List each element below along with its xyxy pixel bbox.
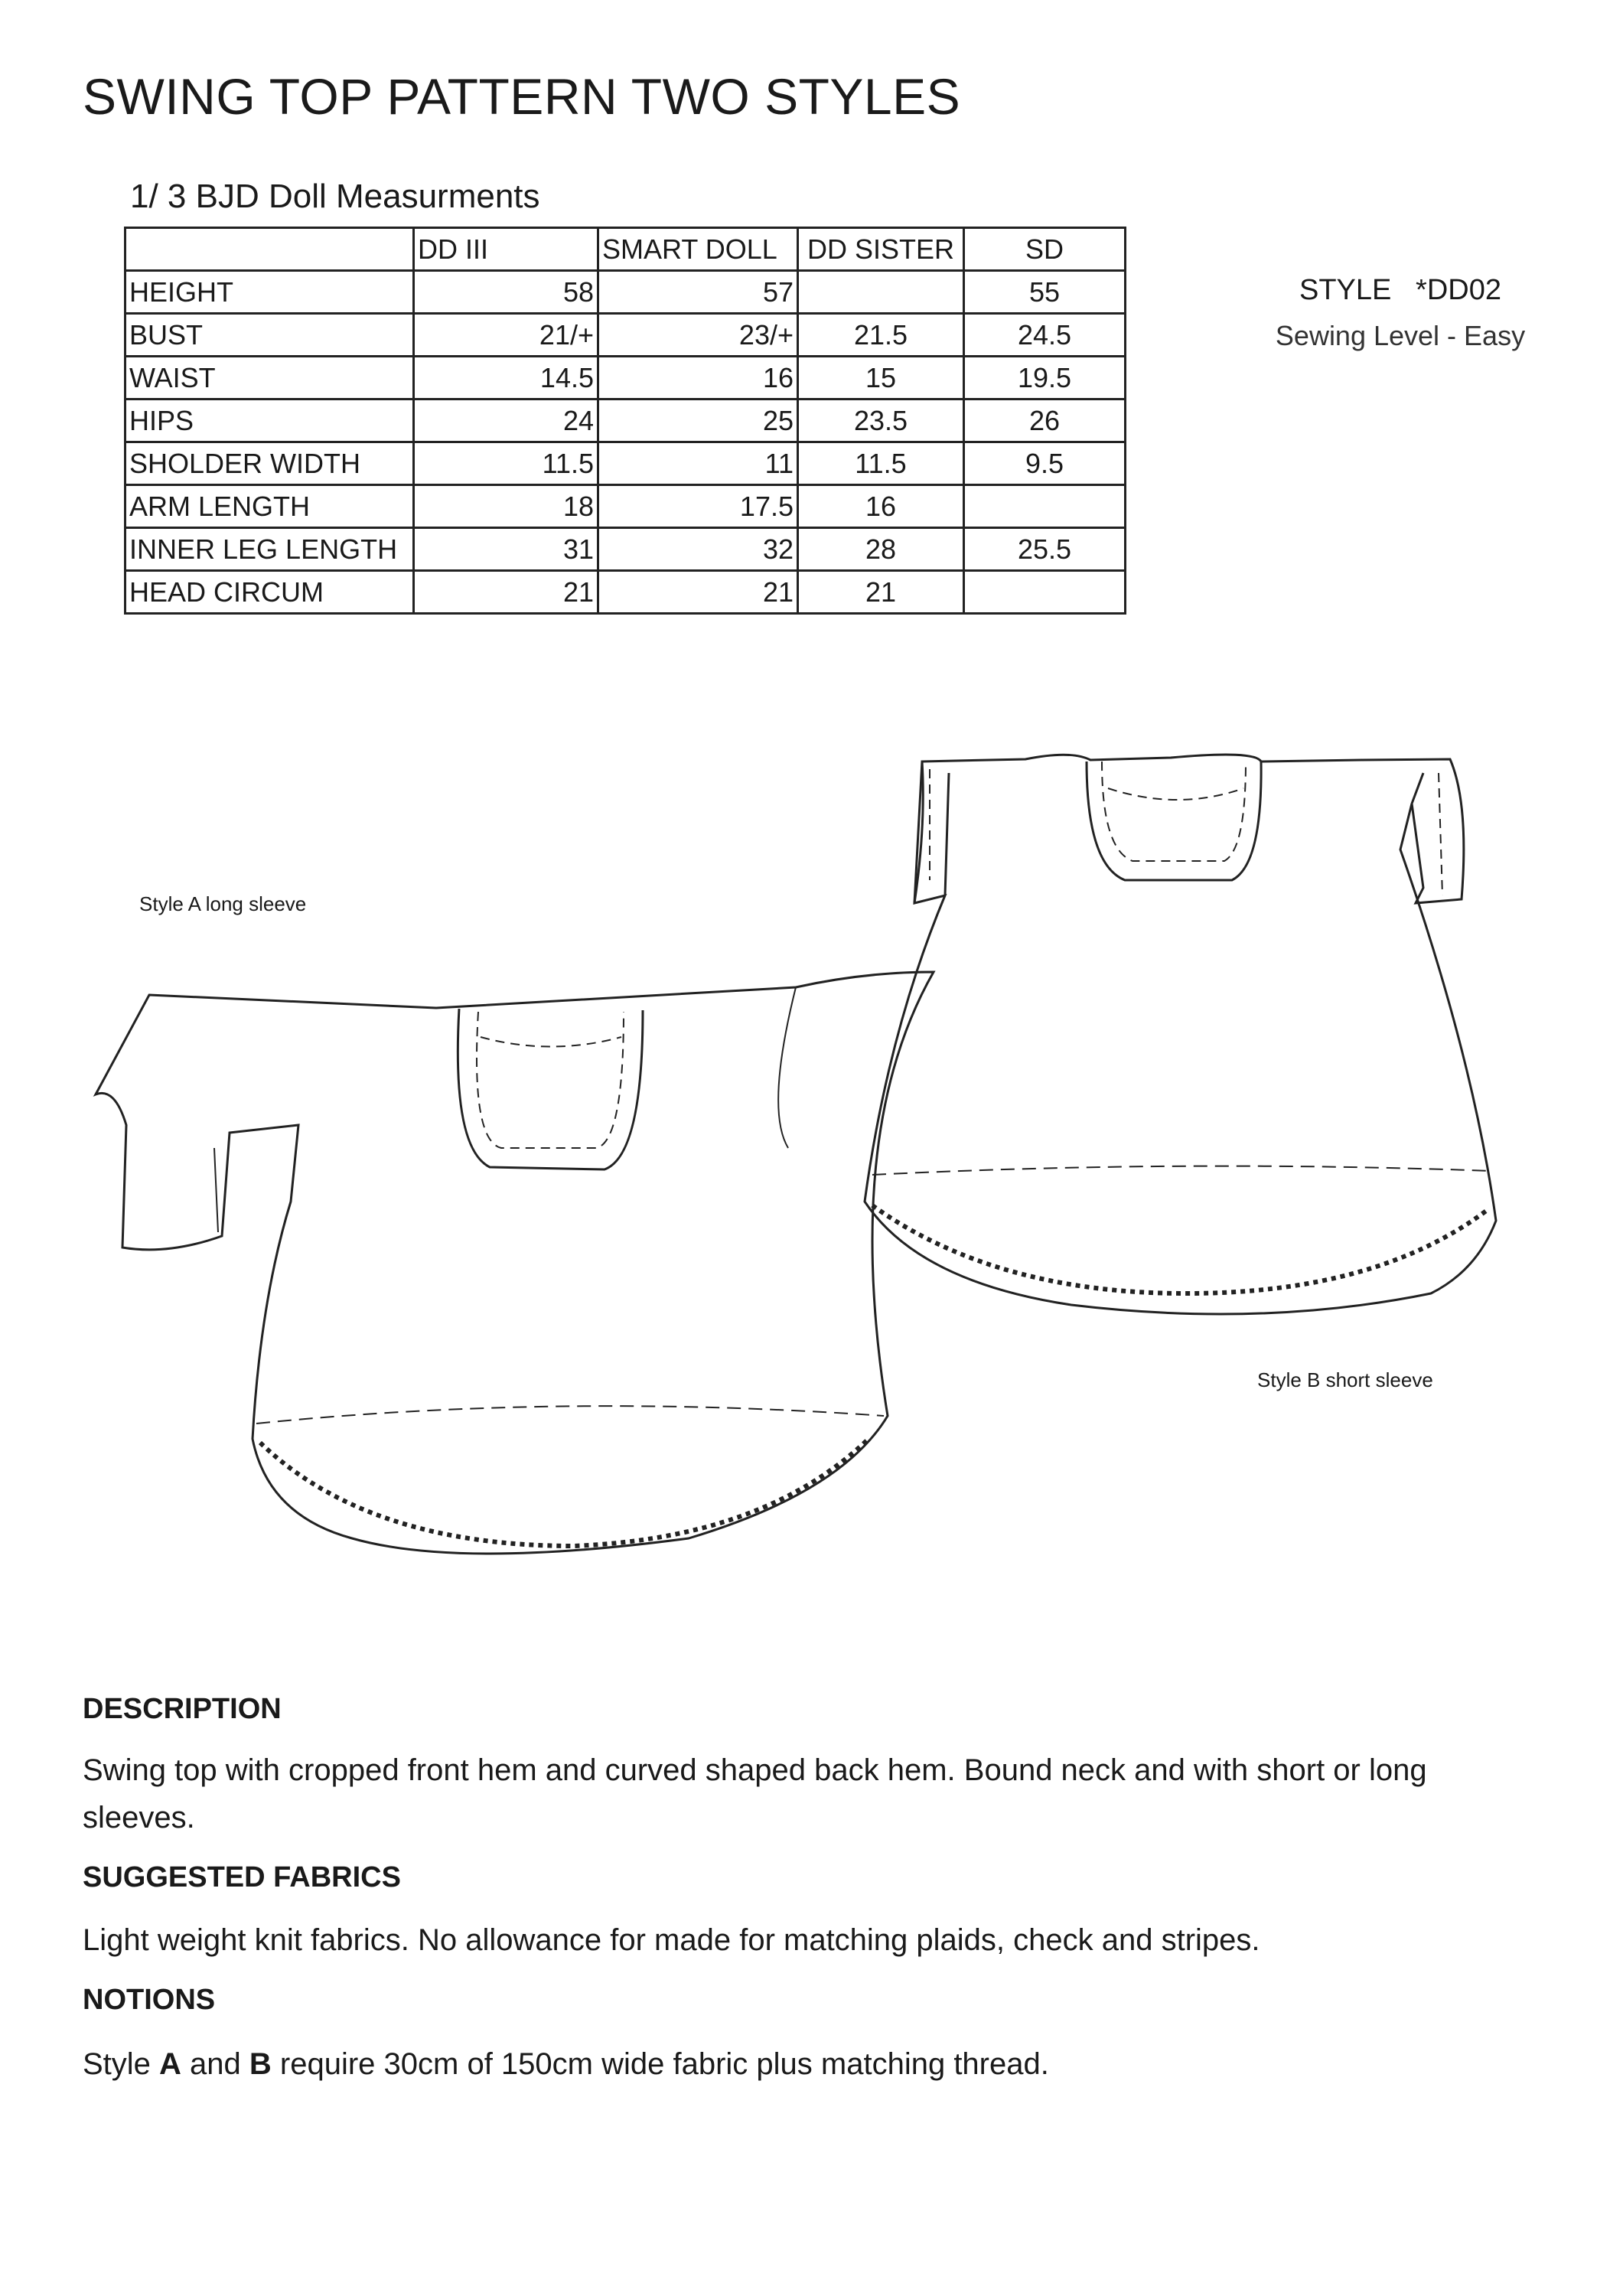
description-text: Swing top with cropped front hem and curved shaped back hem. Bound neck and with short or long sleeves. — [83, 1753, 1427, 1835]
table-cell: 19.5 — [964, 357, 1126, 400]
table-cell: 16 — [598, 357, 798, 400]
row-label: BUST — [125, 314, 414, 357]
table-cell: 28 — [798, 528, 964, 571]
column-header: SD — [964, 228, 1126, 271]
row-label: INNER LEG LENGTH — [125, 528, 414, 571]
column-header: DD III — [414, 228, 598, 271]
notions-heading: NOTIONS — [83, 1984, 216, 2016]
row-label: HIPS — [125, 400, 414, 442]
sewing-level: Sewing Level - Easy — [1275, 320, 1526, 351]
table-cell: 24.5 — [964, 314, 1126, 357]
table-cell: 25.5 — [964, 528, 1126, 571]
table-cell: 55 — [964, 271, 1126, 314]
table-cell: 23/+ — [598, 314, 798, 357]
table-cell: 18 — [414, 485, 598, 528]
row-label: WAIST — [125, 357, 414, 400]
table-cell: 16 — [798, 485, 964, 528]
style-code: STYLE *DD02 — [1299, 274, 1501, 306]
table-cell: 11.5 — [414, 442, 598, 485]
table-cell: 14.5 — [414, 357, 598, 400]
row-label: HEIGHT — [125, 271, 414, 314]
table-cell: 11 — [598, 442, 798, 485]
table-cell: 21 — [414, 571, 598, 614]
table-cell: 23.5 — [798, 400, 964, 442]
table-cell: 21 — [798, 571, 964, 614]
column-header: SMART DOLL — [598, 228, 798, 271]
table-cell: 9.5 — [964, 442, 1126, 485]
table-cell: 58 — [414, 271, 598, 314]
row-label: ARM LENGTH — [125, 485, 414, 528]
notions-pre: Style — [83, 2047, 160, 2081]
table-cell: 57 — [598, 271, 798, 314]
style-a-label: Style A long sleeve — [139, 892, 307, 915]
row-label: HEAD CIRCUM — [125, 571, 414, 614]
table-cell: 17.5 — [598, 485, 798, 528]
table-cell: 24 — [414, 400, 598, 442]
notions-text — [83, 2040, 1537, 2088]
description-heading: DESCRIPTION — [83, 1693, 282, 1725]
table-cell: 25 — [598, 400, 798, 442]
table-cell: 26 — [964, 400, 1126, 442]
style-b-label: Style B short sleeve — [1257, 1368, 1433, 1391]
table-cell: 32 — [598, 528, 798, 571]
notions-post: require 30cm of 150cm wide fabric plus matching thread. — [271, 2047, 1049, 2081]
notions-style-b: B — [249, 2047, 272, 2081]
table-cell: 15 — [798, 357, 964, 400]
style-b-sketch — [865, 755, 1496, 1314]
notions-mid: and — [181, 2047, 249, 2081]
fabrics-text: Light weight knit fabrics. No allowance for made for matching plaids, check and stripes. — [83, 1923, 1260, 1957]
table-cell: 21/+ — [414, 314, 598, 357]
measurements-title: 1/ 3 BJD Doll Measurments — [130, 178, 540, 215]
notions-style-a: A — [159, 2047, 181, 2081]
table-cell: 21.5 — [798, 314, 964, 357]
table-cell: 11.5 — [798, 442, 964, 485]
page-title: SWING TOP PATTERN TWO STYLES — [83, 68, 961, 125]
table-cell: 21 — [598, 571, 798, 614]
table-cell: 31 — [414, 528, 598, 571]
row-label: SHOLDER WIDTH — [125, 442, 414, 485]
fabrics-heading: SUGGESTED FABRICS — [83, 1861, 401, 1893]
style-a-sketch — [96, 972, 934, 1554]
column-header: DD SISTER — [798, 228, 964, 271]
